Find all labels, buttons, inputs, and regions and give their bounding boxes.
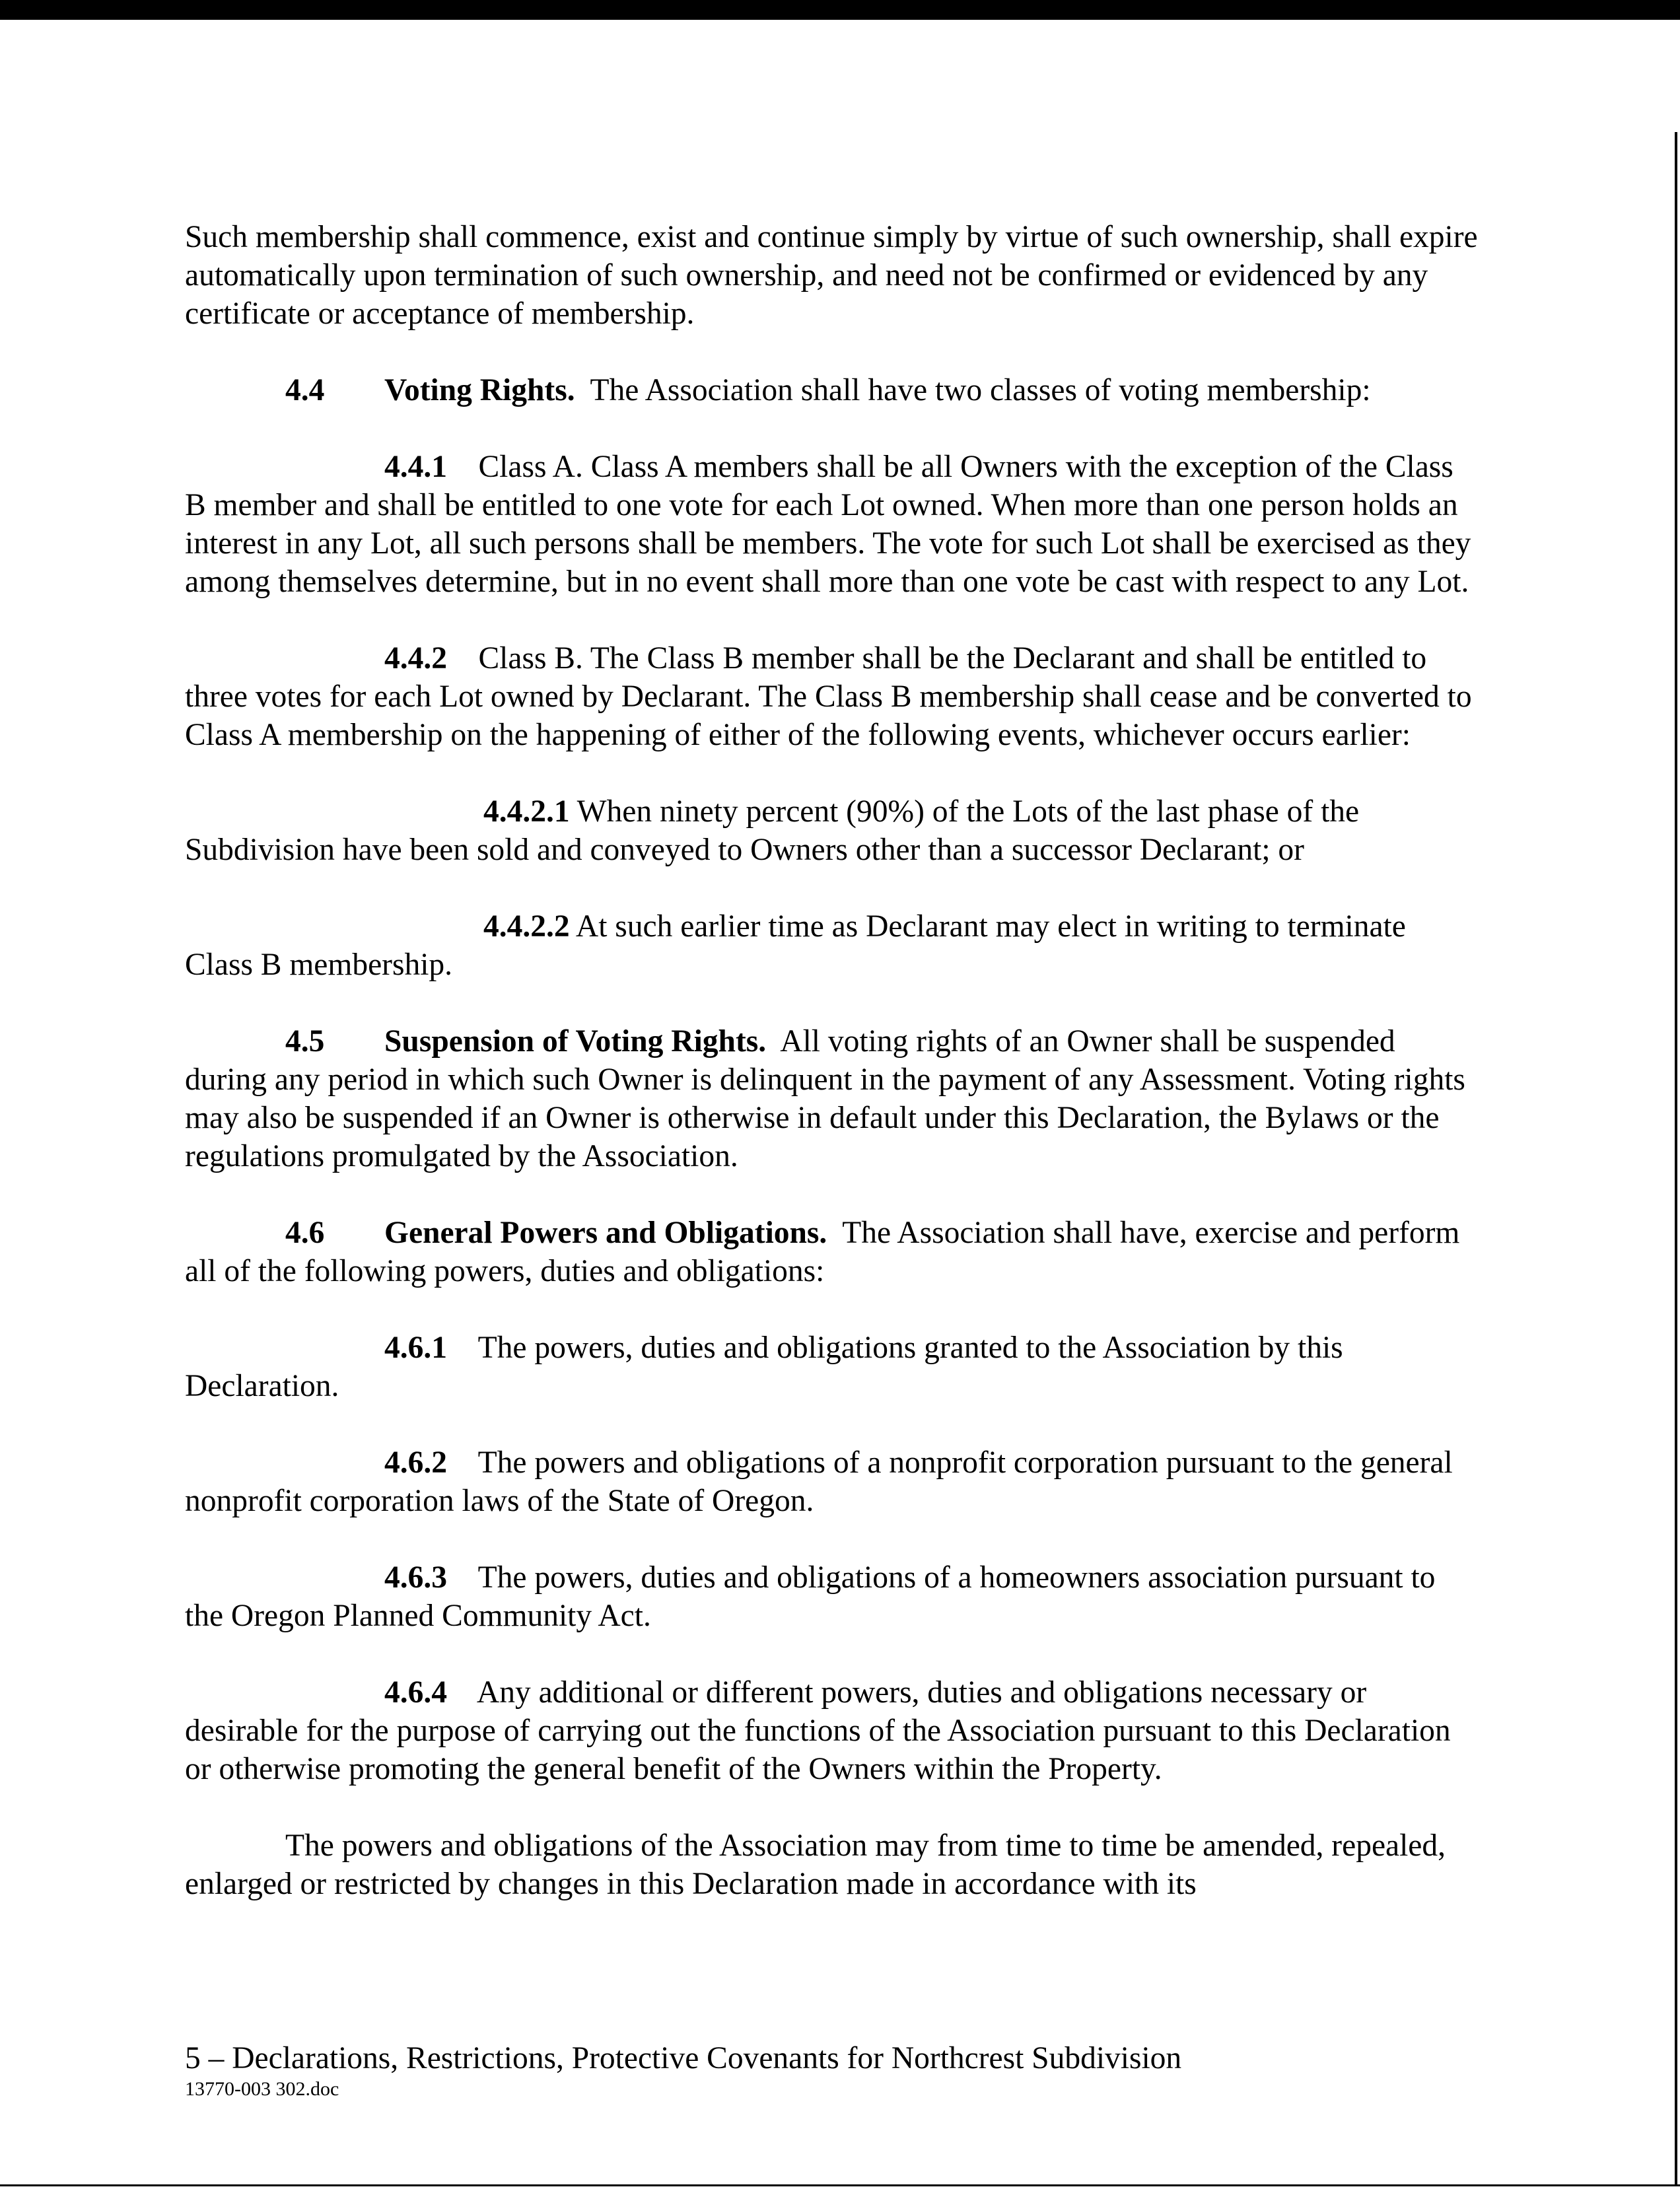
section-text: The powers and obligations of a nonprofit corporation pursuant to the general nonprofit corporation laws of the State of Oregon. <box>185 1445 1453 1518</box>
section-number: 4.4.1 <box>384 450 447 484</box>
section-number: 4.4.2.2 <box>483 909 570 944</box>
section-4-4-2-2 <box>185 907 1479 984</box>
section-4-6-3 <box>185 1558 1479 1635</box>
section-text: Class B. The Class B member shall be the Declarant and shall be entitled to three votes for each Lot owned by Declarant. The Class B membership shall cease and be converted to Class A membership on the happening of either of the following events, whichever occurs earlier: <box>185 641 1472 752</box>
section-title: General Powers and Obligations. <box>384 1216 827 1250</box>
section-4-4-1 <box>185 448 1479 601</box>
paragraph-membership: Such membership shall commence, exist and continue simply by virtue of such ownership, shall expire automatically upon termination of such ownership, and need not be confirmed or evidenced by any certificate or acceptance of membership. <box>185 220 1478 331</box>
scan-bottom-border <box>0 2184 1680 2186</box>
footer-title: 5 – Declarations, Restrictions, Protective Covenants for Northcrest Subdivision <box>185 2041 1182 2075</box>
section-text: When ninety percent (90%) of the Lots of the last phase of the Subdivision have been sold and conveyed to Owners other than a successor Declarant; or <box>185 794 1360 867</box>
section-4-4-2-1 <box>185 792 1479 869</box>
section-text: The Association shall have, exercise and perform all of the following powers, duties and obligations: <box>185 1216 1460 1288</box>
section-title: Voting Rights. <box>384 373 575 407</box>
document-page <box>185 218 1479 1903</box>
section-4-5 <box>185 1022 1479 1175</box>
section-4-6-2 <box>185 1443 1479 1520</box>
section-4-6 <box>185 1214 1479 1290</box>
section-number: 4.4.2 <box>384 641 447 676</box>
section-number: 4.5 <box>285 1024 325 1059</box>
section-number: 4.6.3 <box>384 1560 447 1595</box>
paragraph-powers-amended: The powers and obligations of the Association may from time to time be amended, repealed, enlarged or restricted by changes in this Declaration made in accordance with its <box>185 1828 1446 1901</box>
section-text: The Association shall have two classes of voting membership: <box>590 373 1371 407</box>
section-text: All voting rights of an Owner shall be suspended during any period in which such Owner is delinquent in the payment of any Assessment. Voting rights may also be suspended if an Owner is otherwise in default under this Declaration, the Bylaws or the regulations promulgated by the Association. <box>185 1024 1465 1173</box>
section-number: 4.6.4 <box>384 1675 447 1710</box>
page-footer <box>185 2039 1479 2101</box>
section-number: 4.4 <box>285 373 325 407</box>
section-text: Any additional or different powers, duties and obligations necessary or desirable for the purpose of carrying out the functions of the Association pursuant to this Declaration or otherwise promoting the general benefit of the Owners within the Property. <box>185 1675 1451 1786</box>
section-number: 4.6.1 <box>384 1331 447 1365</box>
section-text: The powers, duties and obligations of a homeowners association pursuant to the Oregon Planned Community Act. <box>185 1560 1436 1633</box>
section-text: Class A. Class A members shall be all Owners with the exception of the Class B member and shall be entitled to one vote for each Lot owned. When more than one person holds an interest in any Lot, all such persons shall be members. The vote for such Lot shall be exercised as they among themselves determine, but in no event shall more than one vote be cast with respect to any Lot. <box>185 450 1471 599</box>
section-number: 4.6.2 <box>384 1445 447 1480</box>
section-title: Suspension of Voting Rights. <box>384 1024 767 1059</box>
section-4-4 <box>185 371 1479 409</box>
section-text: At such earlier time as Declarant may elect in writing to terminate Class B membership. <box>185 909 1406 982</box>
section-text: The powers, duties and obligations granted to the Association by this Declaration. <box>185 1331 1343 1403</box>
scan-top-border <box>0 0 1680 20</box>
section-4-6-1 <box>185 1329 1479 1405</box>
scan-right-border <box>1675 132 1677 2186</box>
section-4-4-2 <box>185 639 1479 754</box>
section-4-6-4 <box>185 1673 1479 1788</box>
footer-doc-code: 13770-003 302.doc <box>185 2078 339 2100</box>
section-number: 4.6 <box>285 1216 325 1250</box>
section-number: 4.4.2.1 <box>483 794 570 829</box>
